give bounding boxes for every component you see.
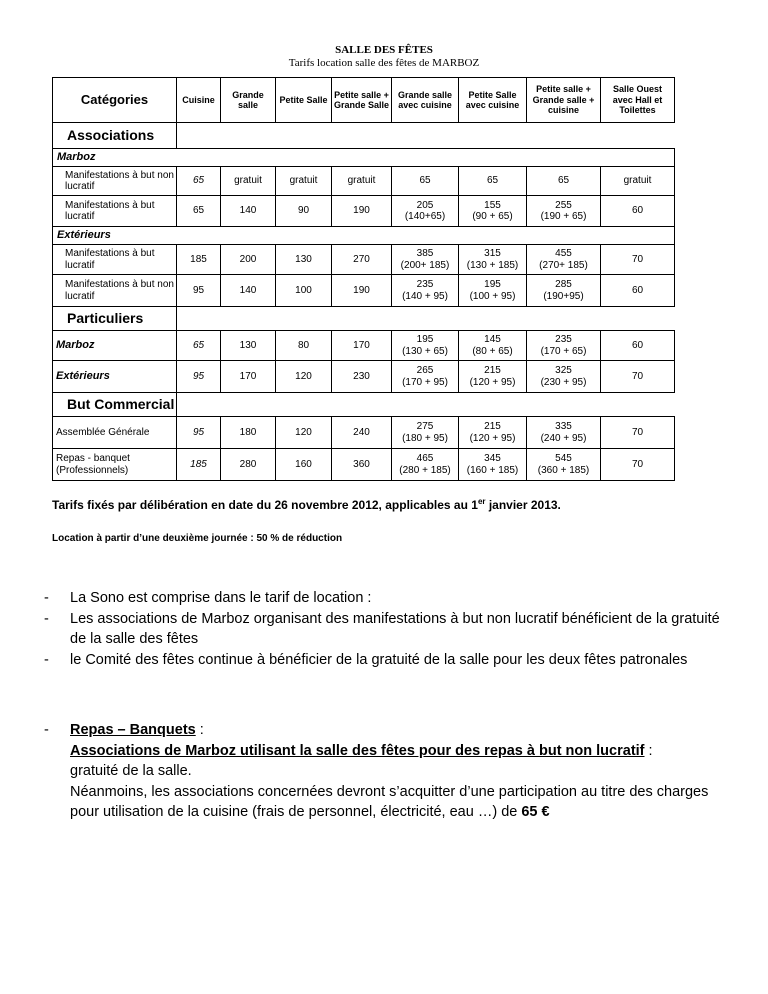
cell-salle-ouest: 70 xyxy=(601,449,675,481)
cell-petite-grande-cuisine: 65 xyxy=(527,167,601,196)
list-item-text: le Comité des fêtes continue à bénéficier de la gratuité de la salle pour les deux fêtes patronales xyxy=(70,651,688,668)
row-label: Manifestations à but non lucratif xyxy=(53,167,177,196)
section-row xyxy=(53,307,675,331)
row-label: Extérieurs xyxy=(53,361,177,393)
cell-grande-cuisine xyxy=(392,417,459,449)
section-spacer xyxy=(177,393,675,417)
cell-total: 345 xyxy=(484,453,501,464)
cell-petite-grande: 240 xyxy=(332,417,392,449)
cell-cuisine: 65 xyxy=(177,331,221,361)
cell-total: 215 xyxy=(484,421,501,432)
cell-total: 255 xyxy=(555,199,572,211)
table-row xyxy=(53,449,675,481)
cell-detail: (130 + 185) xyxy=(466,259,519,271)
cell-petite-grande-cuisine xyxy=(527,361,601,393)
table-row xyxy=(53,245,675,275)
header-salle-ouest: Salle Ouest avec Hall et Toilettes xyxy=(601,78,675,123)
repas-text-1: gratuité de la salle. xyxy=(70,763,192,779)
cell-total: 205 xyxy=(416,199,434,211)
list-item xyxy=(44,650,734,671)
repas-subheading-text: Associations de Marboz utilisant la salle des fêtes pour des repas à but non lucratif xyxy=(70,742,645,759)
cell-total: 195 xyxy=(484,279,501,290)
cell-salle-ouest: 60 xyxy=(601,196,675,227)
cell-grande-salle: 180 xyxy=(221,417,276,449)
cell-grande-cuisine xyxy=(392,361,459,393)
cell-grande-salle: 140 xyxy=(221,275,276,307)
header-petite-salle-cuisine: Petite Salle avec cuisine xyxy=(459,78,527,123)
cell-petite-cuisine xyxy=(459,449,527,481)
section-particuliers: Particuliers xyxy=(53,307,177,331)
table-row xyxy=(53,361,675,393)
row-label: Repas - banquet (Professionnels) xyxy=(53,449,177,481)
header-grande-salle-cuisine: Grande salle avec cuisine xyxy=(392,78,459,123)
cell-cuisine: 65 xyxy=(177,196,221,227)
cell-detail: (160 + 185) xyxy=(466,464,519,476)
cell-total: 195 xyxy=(416,334,434,345)
cell-total: 285 xyxy=(555,279,572,290)
cell-petite-cuisine: 65 xyxy=(459,167,527,196)
cell-total: 465 xyxy=(416,453,434,464)
cell-cuisine: 95 xyxy=(177,361,221,393)
cell-petite-grande: 170 xyxy=(332,331,392,361)
section-row xyxy=(53,393,675,417)
header-categories: Catégories xyxy=(53,78,177,123)
repas-text-2 xyxy=(70,782,734,823)
section-associations: Associations xyxy=(53,123,177,149)
table-row xyxy=(53,275,675,307)
cell-petite-salle: 120 xyxy=(276,417,332,449)
cell-grande-salle: 280 xyxy=(221,449,276,481)
cell-detail: (170 + 65) xyxy=(540,345,587,357)
row-label: Marboz xyxy=(53,331,177,361)
row-label: Manifestations à but non lucratif xyxy=(53,275,177,307)
cell-salle-ouest: 60 xyxy=(601,275,675,307)
cell-grande-salle: 170 xyxy=(221,361,276,393)
cell-detail: (100 + 95) xyxy=(469,290,516,302)
cell-petite-grande-cuisine xyxy=(527,245,601,275)
table-row xyxy=(53,417,675,449)
cell-grande-cuisine xyxy=(392,245,459,275)
cell-detail: (170 + 95) xyxy=(402,376,448,388)
cell-detail: (190 + 65) xyxy=(540,211,587,222)
cell-petite-salle: 90 xyxy=(276,196,332,227)
cell-petite-salle: gratuit xyxy=(276,167,332,196)
cell-grande-cuisine xyxy=(392,331,459,361)
cell-petite-grande: 360 xyxy=(332,449,392,481)
cell-petite-cuisine xyxy=(459,361,527,393)
cell-cuisine: 185 xyxy=(177,245,221,275)
cell-petite-grande: 270 xyxy=(332,245,392,275)
cell-total: 325 xyxy=(555,365,572,376)
cell-salle-ouest: 70 xyxy=(601,361,675,393)
cell-detail: (200+ 185) xyxy=(400,259,450,271)
cell-petite-grande-cuisine xyxy=(527,275,601,307)
cell-detail: (120 + 95) xyxy=(469,376,516,388)
cell-total: 385 xyxy=(416,248,434,259)
cell-grande-cuisine xyxy=(392,449,459,481)
cell-petite-grande: 190 xyxy=(332,275,392,307)
cell-detail: (90 + 65) xyxy=(472,211,513,222)
subsection-row xyxy=(53,149,675,167)
cell-grande-cuisine xyxy=(392,196,459,227)
bullet-dash: - xyxy=(44,610,49,627)
cell-total: 235 xyxy=(416,279,434,290)
tariff-table xyxy=(52,77,675,481)
cell-grande-salle: 140 xyxy=(221,196,276,227)
tarifs-note xyxy=(52,497,561,512)
cell-petite-cuisine xyxy=(459,196,527,227)
list-item-text: La Sono est comprise dans le tarif de location : xyxy=(70,590,372,606)
bullet-dash: - xyxy=(44,722,49,738)
cell-detail: (80 + 65) xyxy=(472,345,513,357)
subsection-exterieurs: Extérieurs xyxy=(53,227,675,245)
list-item xyxy=(44,588,734,609)
cell-total: 155 xyxy=(484,199,501,211)
cell-cuisine: 95 xyxy=(177,275,221,307)
cell-petite-grande: gratuit xyxy=(332,167,392,196)
cell-detail: (270+ 185) xyxy=(539,259,588,271)
cell-petite-cuisine xyxy=(459,245,527,275)
table-row xyxy=(53,331,675,361)
cell-salle-ouest: 70 xyxy=(601,245,675,275)
cell-grande-cuisine: 65 xyxy=(392,167,459,196)
cell-petite-salle: 80 xyxy=(276,331,332,361)
table-row xyxy=(53,196,675,227)
table-row xyxy=(53,167,675,196)
repas-heading-colon: : xyxy=(195,722,204,738)
location-note: Location à partir d’une deuxième journée : 50 % de réduction xyxy=(52,533,343,544)
cell-detail: (190+95) xyxy=(543,290,584,302)
cell-detail: (230 + 95) xyxy=(540,376,587,388)
cell-total: 215 xyxy=(484,365,501,376)
row-label: Manifestations à but lucratif xyxy=(53,245,177,275)
cell-detail: (240 + 95) xyxy=(540,432,587,444)
cell-grande-salle: gratuit xyxy=(221,167,276,196)
cell-petite-salle: 160 xyxy=(276,449,332,481)
cell-petite-grande: 190 xyxy=(332,196,392,227)
row-label: Assemblée Générale xyxy=(53,417,177,449)
header-petite-salle: Petite Salle xyxy=(276,78,332,123)
cell-detail: (120 + 95) xyxy=(469,432,516,444)
section-but-commercial: But Commercial xyxy=(53,393,177,417)
cell-total: 545 xyxy=(555,453,572,464)
header-petite-grande-salle: Petite salle + Grande Salle xyxy=(332,78,392,123)
cell-petite-salle: 130 xyxy=(276,245,332,275)
cell-petite-cuisine xyxy=(459,275,527,307)
cell-petite-cuisine xyxy=(459,331,527,361)
document-subtitle: Tarifs location salle des fêtes de MARBOZ xyxy=(288,57,480,69)
cell-salle-ouest: gratuit xyxy=(601,167,675,196)
repas-text-2-body: Néanmoins, les associations concernées devront s’acquitter d’une participation au titre des charges pour utilisation de la cuisine (frais de personnel, électricité, eau …) de xyxy=(70,783,709,820)
cell-salle-ouest: 60 xyxy=(601,331,675,361)
list-item xyxy=(44,609,734,650)
cell-petite-cuisine xyxy=(459,417,527,449)
cell-detail: (130 + 65) xyxy=(402,345,448,357)
cell-detail: (140 + 95) xyxy=(402,290,448,302)
cell-petite-grande-cuisine xyxy=(527,331,601,361)
cell-total: 145 xyxy=(484,334,501,345)
cell-total: 315 xyxy=(484,248,501,259)
list-item-text: Les associations de Marboz organisant des manifestations à but non lucratif bénéficient de la gratuité de la salle des fêtes xyxy=(70,610,720,647)
header-cuisine: Cuisine xyxy=(177,78,221,123)
section-spacer xyxy=(177,123,675,149)
cell-grande-salle: 130 xyxy=(221,331,276,361)
cell-total: 275 xyxy=(416,421,434,432)
cell-detail: (280 + 185) xyxy=(399,464,451,476)
repas-subheading-colon: : xyxy=(644,742,653,759)
tarifs-note-text: Tarifs fixés par délibération en date du 26 novembre 2012, applicables au 1 xyxy=(52,498,478,512)
list-item xyxy=(44,720,734,823)
repas-heading-text: Repas – Banquets xyxy=(70,722,196,738)
document-title: SALLE DES FÊTES xyxy=(335,44,433,56)
subsection-marboz: Marboz xyxy=(53,149,675,167)
repas-amount: 65 € xyxy=(521,804,550,820)
tarifs-note-sup: er xyxy=(477,497,486,506)
cell-detail: (140+65) xyxy=(404,211,446,222)
header-row xyxy=(53,78,675,123)
repas-heading xyxy=(70,720,734,741)
cell-petite-grande-cuisine xyxy=(527,449,601,481)
tarifs-note-end: janvier 2013. xyxy=(485,498,561,512)
section-spacer xyxy=(177,307,675,331)
cell-cuisine: 65 xyxy=(177,167,221,196)
cell-petite-grande-cuisine xyxy=(527,196,601,227)
cell-total: 265 xyxy=(416,365,434,376)
cell-petite-salle: 100 xyxy=(276,275,332,307)
cell-grande-cuisine xyxy=(392,275,459,307)
cell-cuisine: 95 xyxy=(177,417,221,449)
conditions-list xyxy=(44,588,734,823)
section-row xyxy=(53,123,675,149)
bullet-dash: - xyxy=(44,651,49,668)
cell-cuisine: 185 xyxy=(177,449,221,481)
cell-detail: (180 + 95) xyxy=(402,432,448,444)
cell-total: 335 xyxy=(555,421,572,432)
cell-detail: (360 + 185) xyxy=(537,464,590,476)
bullet-dash: - xyxy=(44,590,49,606)
cell-grande-salle: 200 xyxy=(221,245,276,275)
cell-total: 235 xyxy=(555,334,572,345)
cell-petite-grande: 230 xyxy=(332,361,392,393)
cell-total: 455 xyxy=(555,248,572,259)
cell-salle-ouest: 70 xyxy=(601,417,675,449)
row-label: Manifestations à but lucratif xyxy=(53,196,177,227)
cell-petite-grande-cuisine xyxy=(527,417,601,449)
cell-petite-salle: 120 xyxy=(276,361,332,393)
header-grande-salle: Grande salle xyxy=(221,78,276,123)
header-petite-grande-cuisine: Petite salle + Grande salle + cuisine xyxy=(527,78,601,123)
repas-subheading xyxy=(70,741,734,762)
subsection-row xyxy=(53,227,675,245)
